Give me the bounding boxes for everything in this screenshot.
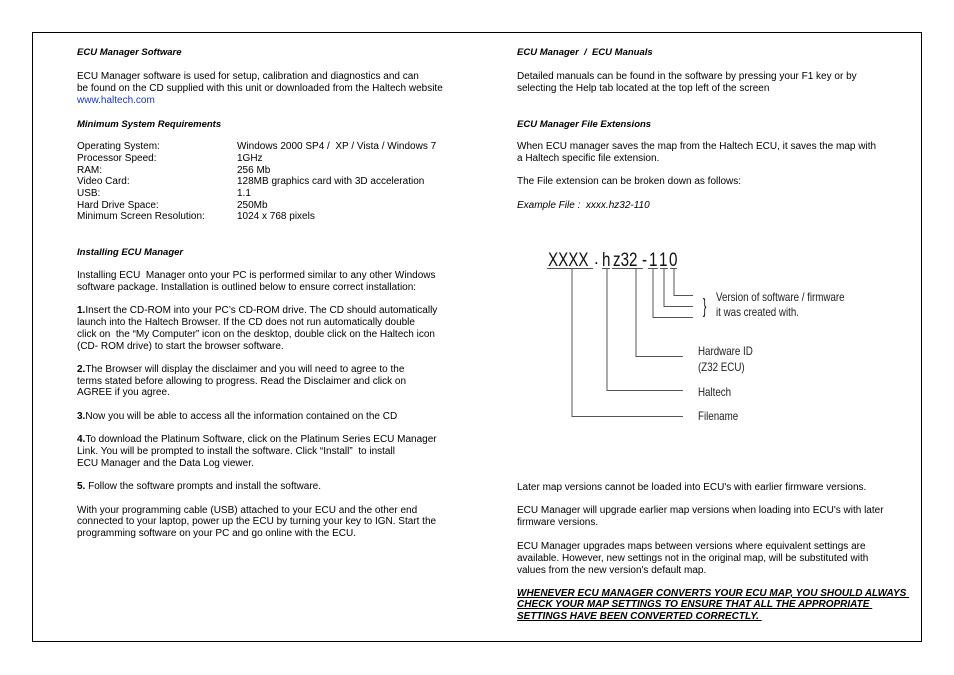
closing-text: With your programming cable (USB) attached to your ECU and the other end bbox=[77, 505, 418, 516]
note-text: values from the new version's default map. bbox=[517, 565, 707, 576]
hardware-label: (Z32 ECU) bbox=[698, 361, 745, 375]
step-text: (CD- ROM drive) to start the browser software. bbox=[77, 341, 284, 352]
haltech-label: Haltech bbox=[698, 386, 732, 400]
req-value: 1024 x 768 pixels bbox=[237, 211, 315, 222]
diagram-version-digit: 1 bbox=[649, 248, 658, 271]
software-heading: ECU Manager Software bbox=[77, 47, 182, 58]
step-text: terms stated before allowing to progress. Read the Disclaimer and click on bbox=[77, 376, 407, 387]
note-text: ECU Manager will upgrade earlier map versions when loading into ECU's with later bbox=[517, 505, 884, 516]
req-label: Minimum Screen Resolution: bbox=[77, 211, 205, 222]
step-text: launch into the Haltech Browser. If the CD does not run automatically double bbox=[77, 317, 415, 328]
step-text: AGREE if you agree. bbox=[77, 387, 170, 398]
diagram-filename-part: XXXX bbox=[548, 248, 589, 271]
step-text: To download the Platinum Software, click on the Platinum Series ECU Manager bbox=[85, 434, 437, 445]
step-number: 5. bbox=[77, 481, 86, 492]
warning-text: WHENEVER ECU MANAGER CONVERTS YOUR ECU MAP, YOU SHOULD ALWAYS bbox=[517, 588, 910, 599]
extensions-text: a Haltech specific file extension. bbox=[517, 153, 660, 164]
step-text: Now you will be able to access all the information contained on the CD bbox=[85, 411, 398, 422]
step-text: Follow the software prompts and install the software. bbox=[85, 481, 322, 492]
diagram-dash: - bbox=[642, 248, 648, 271]
req-value: 1.1 bbox=[237, 188, 251, 199]
req-label: USB: bbox=[77, 188, 101, 199]
req-value: Windows 2000 SP4 / XP / Vista / Windows 7 bbox=[237, 141, 437, 152]
warning-text: CHECK YOUR MAP SETTINGS TO ENSURE THAT ALL THE APPROPRIATE bbox=[517, 599, 873, 610]
diagram-version-digit: 0 bbox=[669, 248, 678, 271]
breakdown-text: The File extension can be broken down as follows: bbox=[517, 176, 742, 187]
req-label: Video Card: bbox=[77, 176, 130, 187]
step-text: Link. You will be prompted to install the software. Click “Install” to install bbox=[77, 446, 395, 457]
req-label: RAM: bbox=[77, 165, 102, 176]
brace-icon: } bbox=[703, 296, 707, 319]
step-text: ECU Manager and the Data Log viewer. bbox=[77, 458, 254, 469]
req-label: Operating System: bbox=[77, 141, 160, 152]
req-label: Hard Drive Space: bbox=[77, 200, 159, 211]
diagram-z32-part: z32 bbox=[613, 248, 638, 271]
diagram-lines bbox=[547, 269, 693, 417]
software-text: be found on the CD supplied with this unit or downloaded from the Haltech website bbox=[77, 83, 443, 94]
manuals-heading: ECU Manager / ECU Manuals bbox=[517, 47, 653, 58]
requirements-heading: Minimum System Requirements bbox=[77, 119, 222, 130]
step-number: 3. bbox=[77, 411, 86, 422]
req-value: 128MB graphics card with 3D acceleration bbox=[237, 176, 425, 187]
req-value: 1GHz bbox=[237, 153, 263, 164]
installing-text: software package. Installation is outlined below to ensure correct installation: bbox=[77, 282, 417, 293]
req-label: Processor Speed: bbox=[77, 153, 157, 164]
manuals-text: selecting the Help tab located at the top left of the screen bbox=[517, 83, 770, 94]
diagram-h-part: h bbox=[602, 248, 611, 271]
step-number: 4. bbox=[77, 434, 86, 445]
note-text: ECU Manager upgrades maps between versions where equivalent settings are bbox=[517, 541, 866, 552]
step-number: 1. bbox=[77, 305, 86, 316]
step-text: The Browser will display the disclaimer and you will need to agree to the bbox=[85, 364, 405, 375]
example-file: Example File : xxxx.hz32-110 bbox=[517, 200, 650, 211]
note-text: firmware versions. bbox=[517, 517, 599, 528]
extensions-heading: ECU Manager File Extensions bbox=[517, 119, 652, 130]
diagram-version-digit: 1 bbox=[659, 248, 668, 271]
note-text: available. However, new settings not in the original map, will be substituted with bbox=[517, 553, 869, 564]
step-number: 2. bbox=[77, 364, 86, 375]
filename-label: Filename bbox=[698, 410, 739, 424]
software-text: ECU Manager software is used for setup, calibration and diagnostics and can bbox=[77, 71, 419, 82]
haltech-website-link[interactable]: www.haltech.com bbox=[77, 95, 155, 106]
req-value: 256 Mb bbox=[237, 165, 271, 176]
closing-text: connected to your laptop, power up the ECU by turning your key to IGN. Start the bbox=[77, 516, 437, 527]
step-text: Insert the CD-ROM into your PC’s CD-ROM drive. The CD should automatically bbox=[85, 305, 438, 316]
version-label: Version of software / firmware bbox=[716, 291, 845, 305]
installing-text: Installing ECU Manager onto your PC is performed similar to any other Windows bbox=[77, 270, 436, 281]
note-text: Later map versions cannot be loaded into ECU's with earlier firmware versions. bbox=[517, 482, 867, 493]
step-text: click on the “My Computer” icon on the desktop, double click on the Haltech icon bbox=[77, 329, 435, 340]
closing-text: programming software on your PC and go online with the ECU. bbox=[77, 528, 357, 539]
req-value: 250Mb bbox=[237, 200, 268, 211]
extensions-text: When ECU manager saves the map from the Haltech ECU, it saves the map with bbox=[517, 141, 877, 152]
version-label: it was created with. bbox=[716, 306, 800, 320]
diagram-dot: . bbox=[594, 249, 599, 268]
installing-heading: Installing ECU Manager bbox=[77, 247, 184, 258]
hardware-label: Hardware ID bbox=[698, 345, 753, 359]
warning-text: SETTINGS HAVE BEEN CONVERTED CORRECTLY. bbox=[517, 611, 762, 622]
manuals-text: Detailed manuals can be found in the software by pressing your F1 key or by bbox=[517, 71, 857, 82]
